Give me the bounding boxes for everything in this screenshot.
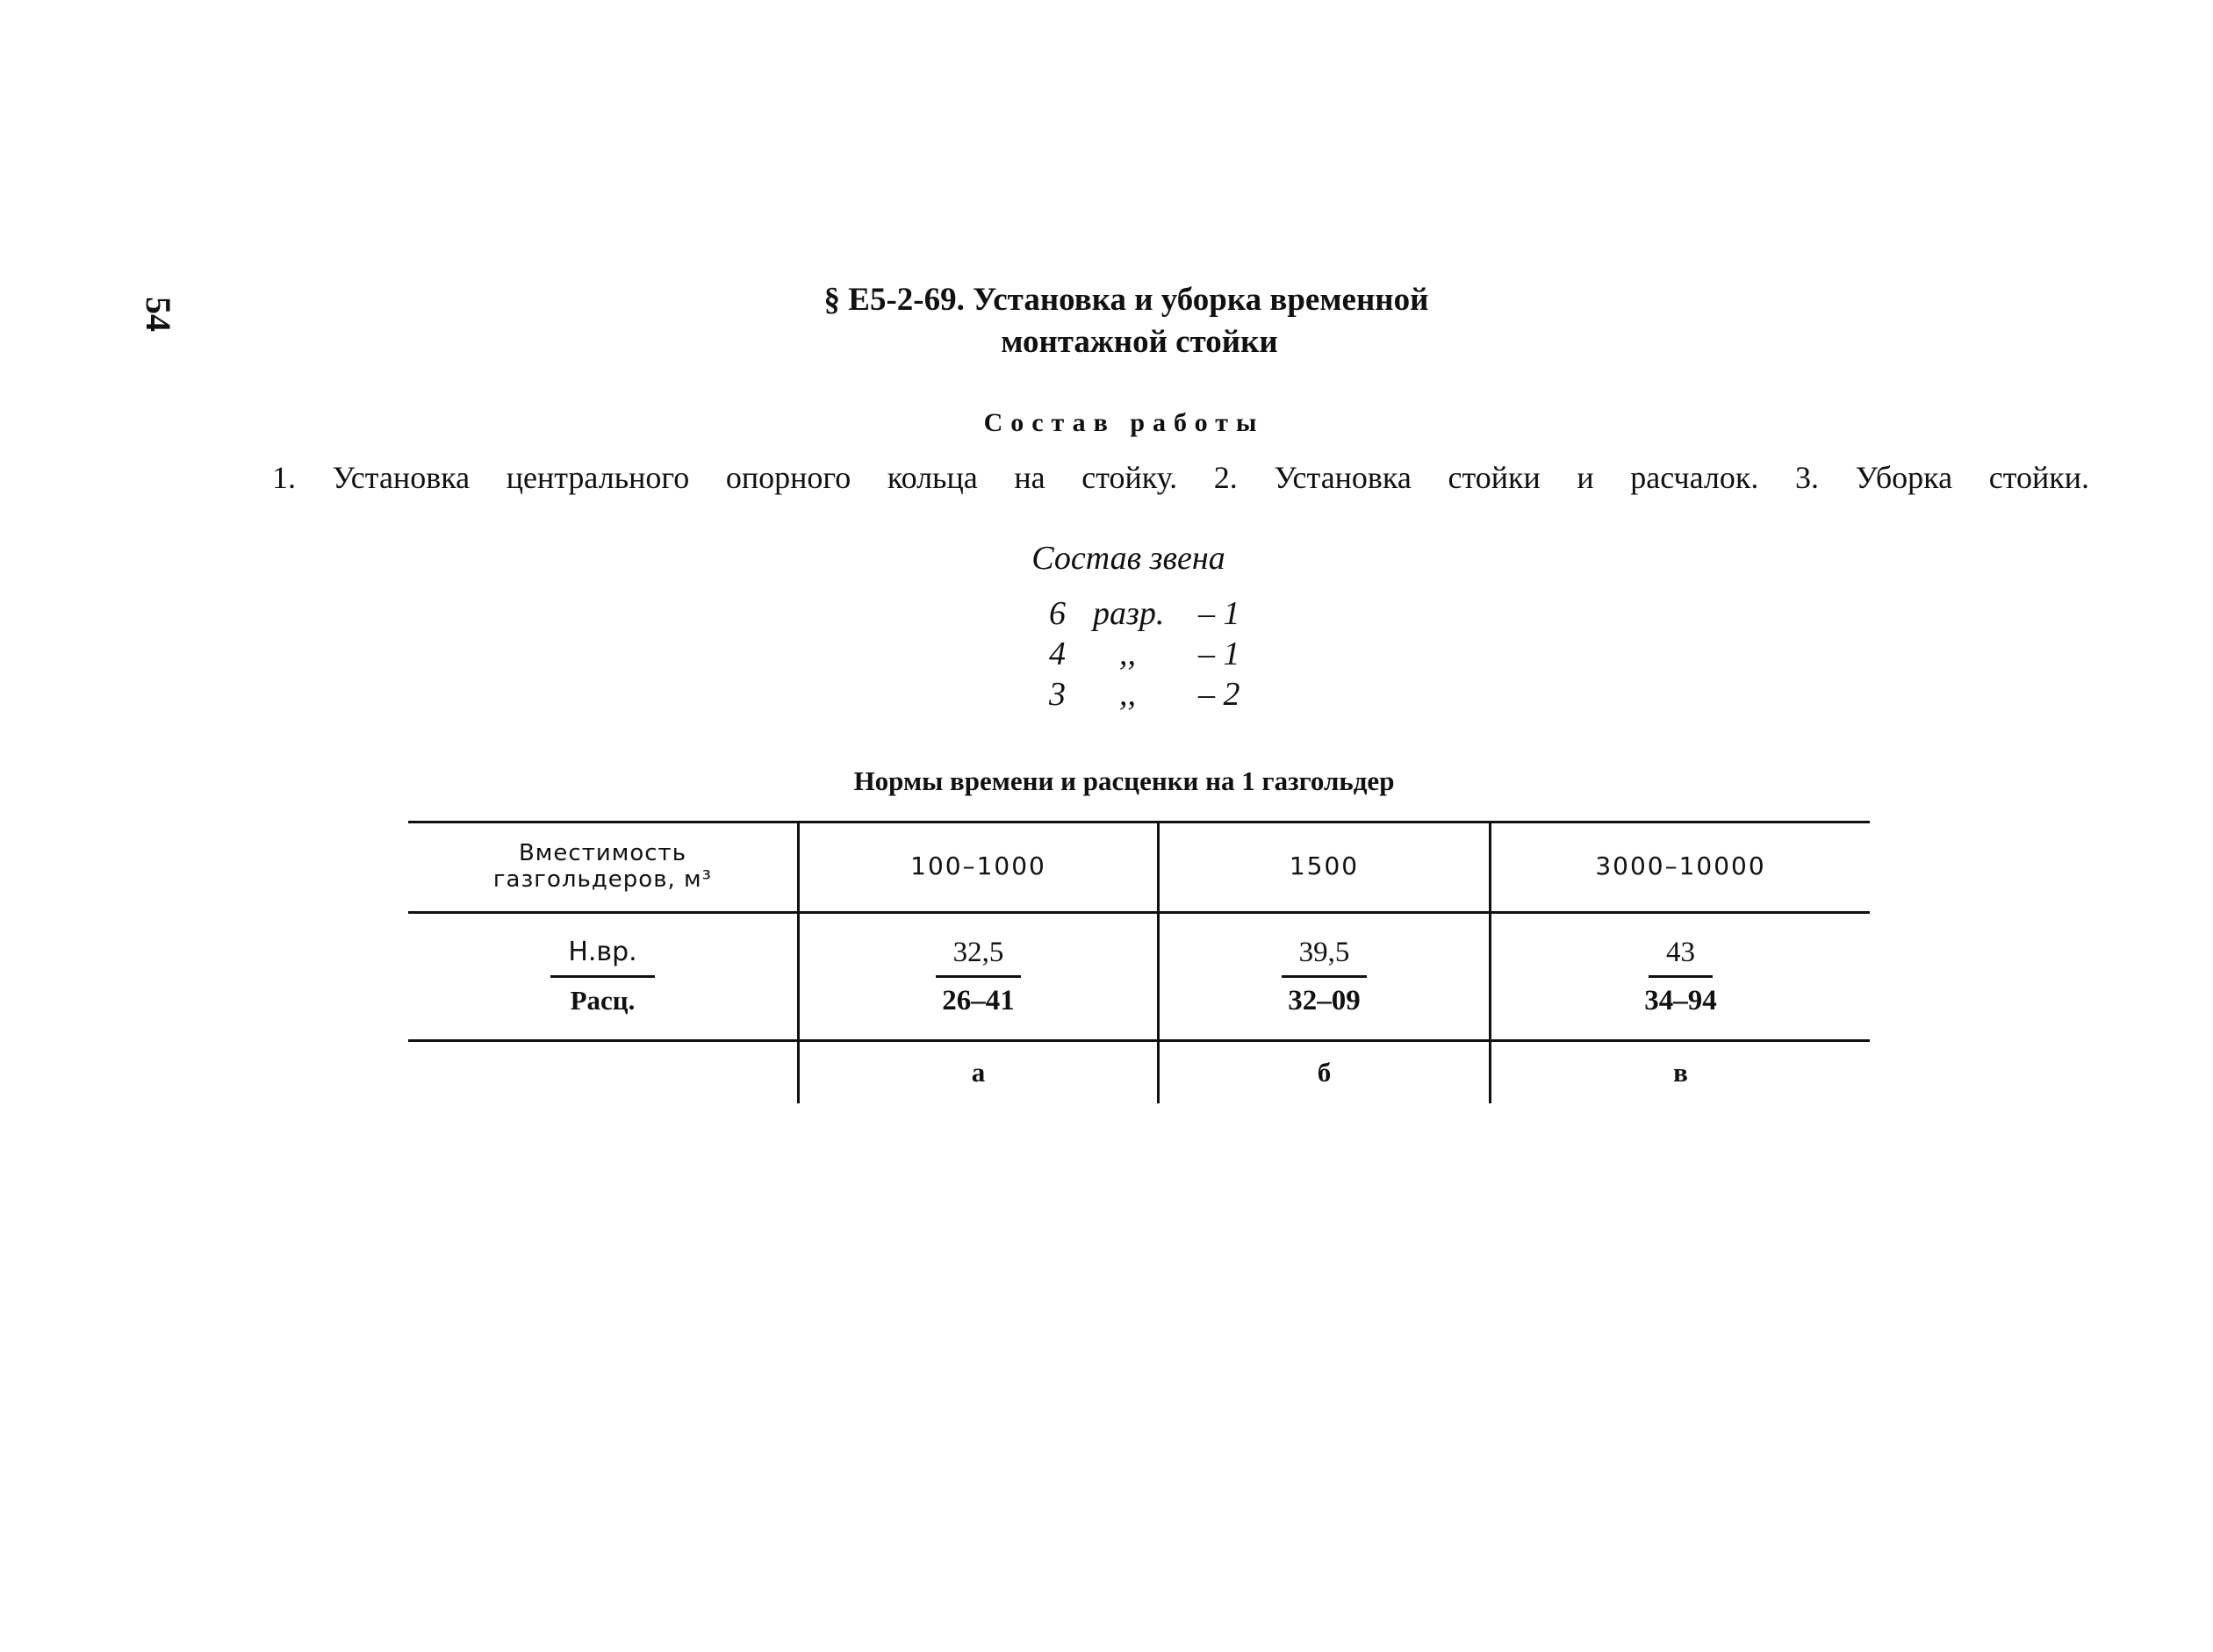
work-composition-heading: Состав работы — [983, 408, 1265, 437]
crew-grade: 4 — [1049, 636, 1066, 672]
crew-row — [1049, 674, 1251, 715]
header-cell — [800, 821, 1157, 911]
value-cell — [1160, 914, 1489, 1039]
crew-list — [1049, 593, 1251, 715]
crew-heading: Состав звена — [1031, 540, 1225, 577]
crew-row — [1049, 593, 1251, 634]
header-column-b: 1500 — [1289, 851, 1360, 880]
row-label-cell — [408, 914, 797, 1039]
crew-unit: ,, — [1119, 676, 1136, 713]
crew-grade: 3 — [1049, 676, 1066, 713]
value-cell — [1491, 914, 1870, 1039]
norm-value: 39,5 — [1282, 935, 1368, 978]
crew-count: – 1 — [1198, 636, 1240, 672]
norm-value: 43 — [1649, 935, 1713, 978]
crew-row — [1049, 634, 1251, 674]
value-fraction — [936, 935, 1022, 1018]
header-cell — [1160, 821, 1489, 911]
header-label-line-2: газгольдеров, м³ — [492, 866, 713, 893]
header-column-c: 3000–10000 — [1595, 851, 1766, 880]
header-cell — [1491, 821, 1870, 911]
row-label-fraction — [550, 935, 654, 1018]
crew-grade: 6 — [1049, 595, 1066, 632]
crew-count: – 1 — [1198, 595, 1240, 632]
norm-value: 32,5 — [936, 935, 1022, 978]
crew-unit: разр. — [1093, 595, 1165, 632]
section-title — [0, 279, 2213, 363]
row-label-rate: Расц. — [570, 985, 636, 1016]
page-number: 54 — [139, 297, 178, 332]
rate-value: 32–09 — [1288, 985, 1361, 1016]
row-label-norm: Н.вр. — [550, 935, 654, 978]
column-letter-cell — [1491, 1042, 1870, 1103]
crew-count: – 2 — [1198, 676, 1240, 713]
header-column-a: 100–1000 — [910, 851, 1046, 880]
section-title-line-2: монтажной стойки — [1001, 324, 1278, 360]
work-composition-text: 1. Установка центрального опорного кольца на стойку. 2. Установка стойки и расчалок. 3. Уборка стойки. — [272, 460, 2089, 495]
column-letter: в — [1673, 1057, 1688, 1088]
value-fraction — [1282, 935, 1368, 1018]
rate-value: 34–94 — [1644, 985, 1717, 1016]
column-letter-cell — [1160, 1042, 1489, 1103]
section-title-line-1: § Е5-2-69. Установка и уборка временной — [823, 282, 1429, 318]
value-cell — [800, 914, 1157, 1039]
value-fraction — [1644, 935, 1717, 1018]
column-letter: б — [1317, 1057, 1332, 1088]
table-caption: Нормы времени и расценки на 1 газгольдер — [853, 765, 1395, 796]
header-label-cell — [408, 821, 797, 911]
header-label-line-1: Вместимость — [518, 839, 687, 866]
crew-unit: ,, — [1119, 636, 1136, 672]
rate-value: 26–41 — [942, 985, 1015, 1016]
column-letter-cell — [800, 1042, 1157, 1103]
column-letter: а — [971, 1057, 986, 1088]
